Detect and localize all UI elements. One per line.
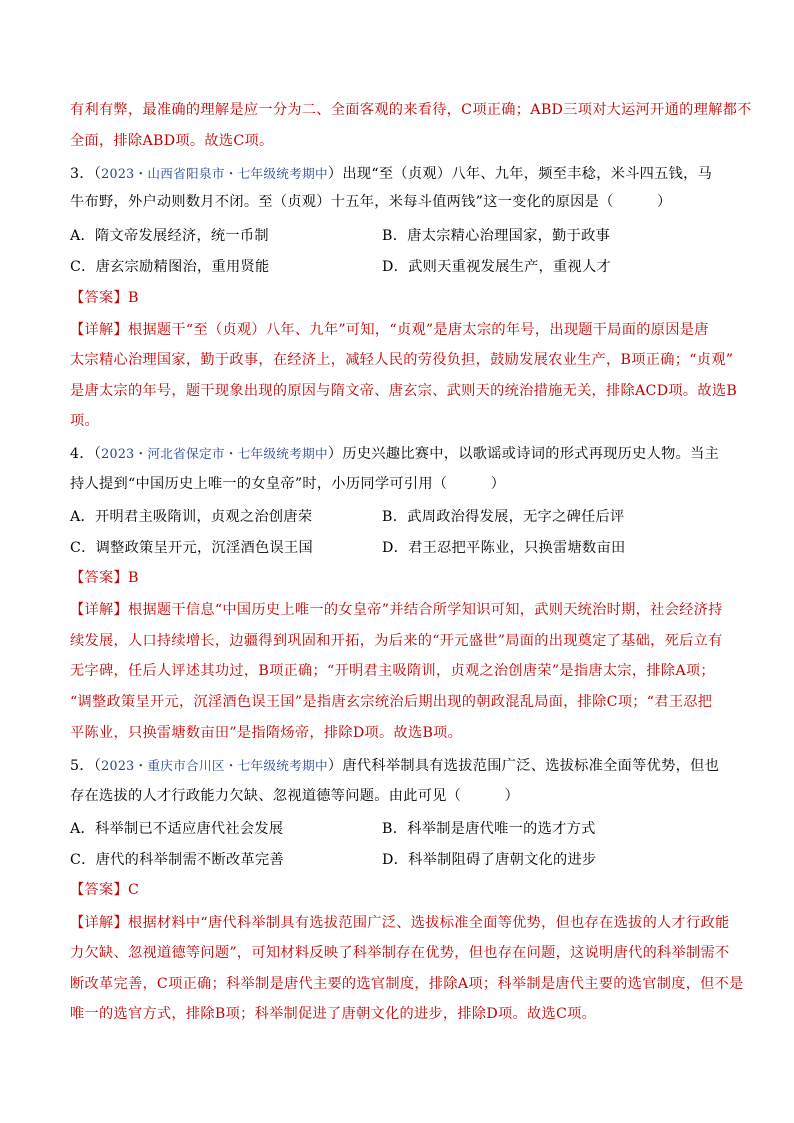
option-a: A．隋文帝发展经济，统一币制 <box>70 228 269 244</box>
question-source: 2023・河北省保定市・七年级统考期中 <box>101 446 328 461</box>
explanation-line: 项。 <box>70 413 99 429</box>
explanation-text: 根据题干信息“中国历史上唯一的女皇帝”并结合所学知识可知，武则天统治时期，社会经济持 <box>127 602 723 618</box>
source-close: ） <box>327 166 343 182</box>
explanation-line: 断改革完善，C项正确；科举制是唐代主要的选官制度，排除A项；科举制是唐代主要的选官制度，但不是 <box>70 976 744 992</box>
prev-explanation-line: 全面，排除ABD项。故选C项。 <box>70 133 274 149</box>
source-open: （ <box>93 166 102 182</box>
option-a: A．开明君主吸隋训，贞观之治创唐荣 <box>70 509 313 525</box>
question-4-stem <box>70 444 719 464</box>
stem-text: 历史兴趣比赛中，以歌谣或诗词的形式再现历史人物。当主 <box>342 446 720 462</box>
explanation-line: 平陈业，只换雷塘数亩田”是指隋炀帝，排除D项。故选B项。 <box>70 725 463 741</box>
answer-label: 【答案】 <box>70 882 128 898</box>
question-number: 3． <box>70 166 94 182</box>
option-c: C．唐玄宗励精图治，重用贤能 <box>70 259 270 275</box>
option-a: A．科举制已不适应唐代社会发展 <box>70 821 284 837</box>
explanation-line <box>70 913 730 933</box>
explanation-line: 力欠缺、忽视道德等问题”，可知材料反映了科举制存在优势，但也存在问题，这说明唐代的科举制需不 <box>70 945 730 961</box>
option-b: B．科举制是唐代唯一的选才方式 <box>382 821 596 837</box>
explanation-line: 续发展，人口持续增长，边疆得到巩固和开拓，为后来的“开元盛世”局面的出现奠定了基础，死后立有 <box>70 633 723 649</box>
answer-value: B <box>127 290 139 306</box>
explanation-line: 太宗精心治理国家，勤于政事，在经济上，减轻人民的劳役负担，鼓励发展农业生产，B项正确；“贞观” <box>70 352 734 368</box>
explanation-line: 唯一的选官方式，排除B项；科举制促进了唐朝文化的进步，排除D项。故选C项。 <box>70 1006 597 1022</box>
answer-label: 【答案】 <box>70 290 128 306</box>
explanation-label: 【详解】 <box>70 915 128 931</box>
answer-label: 【答案】 <box>70 570 128 586</box>
question-number: 4． <box>70 446 94 462</box>
explanation-label: 【详解】 <box>70 602 128 618</box>
stem-text: 唐代科举制具有选拔范围广泛、选拔标准全面等优势，但也 <box>342 758 720 774</box>
prev-explanation-line: 有利有弊，最准确的理解是应一分为二、全面客观的来看待，C项正确；ABD三项对大运河开通的理解都不 <box>70 102 752 118</box>
answer-line <box>70 880 139 900</box>
question-source: 2023・重庆市合川区・七年级统考期中 <box>101 758 328 773</box>
question-number: 5． <box>70 758 94 774</box>
answer-line <box>70 568 139 588</box>
answer-line <box>70 288 139 308</box>
question-5-stem <box>70 756 719 776</box>
option-d: D．科举制阻碍了唐朝文化的进步 <box>382 852 597 868</box>
option-c: C．调整政策呈开元，沉淫酒色误王国 <box>70 540 313 556</box>
option-d: D．武则天重视发展生产，重视人才 <box>382 259 611 275</box>
source-close: ） <box>327 758 343 774</box>
explanation-line: 无字碑，任后人评述其功过，B项正确；“开明君主吸隋训，贞观之治创唐荣”是指唐太宗，排除A项； <box>70 663 715 679</box>
question-3-stem-cont: 牛布野，外户动则数月不闭。至（贞观）十五年，米每斗值两钱”这一变化的原因是（ ） <box>70 194 672 210</box>
source-open: （ <box>93 446 102 462</box>
explanation-text: 根据题干“至（贞观）八年、九年”可知，“贞观”是唐太宗的年号，出现题干局面的原因是唐 <box>127 322 709 338</box>
source-open: （ <box>93 758 102 774</box>
explanation-line: 是唐太宗的年号，题干现象出现的原因与隋文帝、唐玄宗、武则天的统治措施无关，排除ACD项。故选B <box>70 383 738 399</box>
explanation-text: 根据材料中“唐代科举制具有选拔范围广泛、选拔标准全面等优势，但也存在选拔的人才行政能 <box>127 915 730 931</box>
source-close: ） <box>327 446 343 462</box>
option-d: D．君王忍把平陈业，只换雷塘数亩田 <box>382 540 626 556</box>
explanation-label: 【详解】 <box>70 322 128 338</box>
answer-value: B <box>127 570 139 586</box>
explanation-line: “调整政策呈开元，沉淫酒色误王国”是指唐玄宗统治后期出现的朝政混乱局面，排除C项；“君王忍把 <box>70 694 713 710</box>
explanation-line <box>70 320 709 340</box>
stem-text: 出现“至（贞观）八年、九年，频至丰稔，米斗四五钱，马 <box>342 166 713 182</box>
option-c: C．唐代的科举制需不断改革完善 <box>70 852 284 868</box>
explanation-line <box>70 600 723 620</box>
option-b: B．武周政治得发展，无字之碑任后评 <box>382 509 625 525</box>
question-source: 2023・山西省阳泉市・七年级统考期中 <box>101 166 328 181</box>
question-4-stem-cont: 持人提到“中国历史上唯一的女皇帝”时，小历同学可引用（ ） <box>70 476 506 492</box>
question-5-stem-cont: 存在选拔的人才行政能力欠缺、忽视道德等问题。由此可见（ ） <box>70 788 520 804</box>
question-3-stem <box>70 164 712 184</box>
option-b: B．唐太宗精心治理国家，勤于政事 <box>382 228 611 244</box>
answer-value: C <box>127 882 140 898</box>
